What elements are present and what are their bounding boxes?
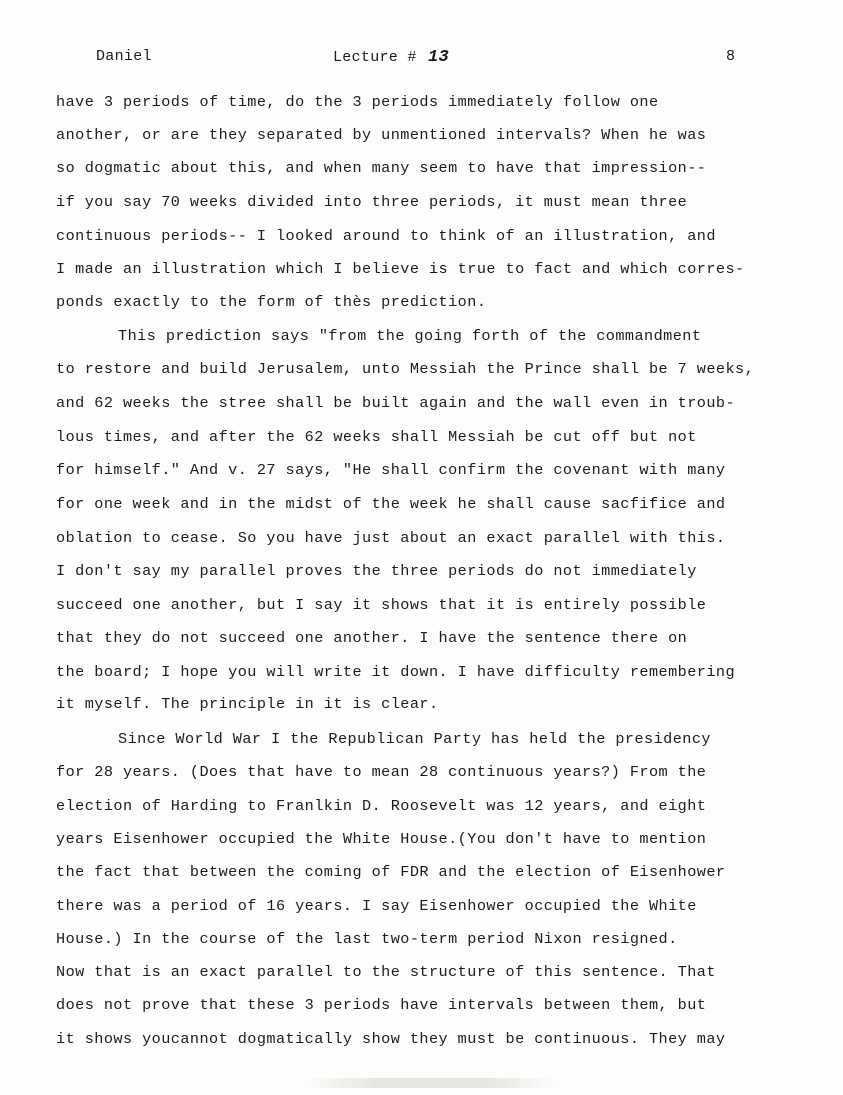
body-line: for 28 years. (Does that have to mean 28 continuous years?) From the (56, 763, 707, 781)
body-line: I made an illustration which I believe is true to fact and which corres- (56, 260, 745, 278)
body-line: that they do not succeed one another. I have the sentence there on (56, 629, 688, 647)
body-line: for one week and in the midst of the week he shall cause sacfifice and (56, 495, 726, 513)
body-line: another, or are they separated by unmentioned intervals? When he was (56, 126, 707, 144)
body-line: years Eisenhower occupied the White House.(You don't have to mention (56, 830, 707, 848)
body-line: for himself." And v. 27 says, "He shall confirm the covenant with many (56, 461, 726, 479)
body-line: to restore and build Jerusalem, unto Messiah the Prince shall be 7 weeks, (56, 360, 755, 378)
page-number: 8 (726, 48, 736, 65)
running-header-title: Daniel (96, 48, 152, 65)
body-line: have 3 periods of time, do the 3 periods immediately follow one (56, 93, 659, 111)
body-line: oblation to cease. So you have just about an exact parallel with this. (56, 529, 726, 547)
body-line: does not prove that these 3 periods have intervals between them, but (56, 996, 707, 1014)
body-line: there was a period of 16 years. I say Eisenhower occupied the White (56, 897, 697, 915)
body-line: lous times, and after the 62 weeks shall Messiah be cut off but not (56, 428, 697, 446)
body-line: ponds exactly to the form of thès prediction. (56, 293, 487, 311)
lecture-label: Lecture # (333, 49, 417, 66)
body-line: it myself. The principle in it is clear. (56, 695, 439, 713)
body-line: it shows youcannot dogmatically show they must be continuous. They may (56, 1030, 726, 1048)
lecture-number: 13 (428, 48, 450, 67)
body-line: the board; I hope you will write it down. I have difficulty remembering (56, 663, 736, 681)
body-line: Since World War I the Republican Party has held the presidency (118, 730, 711, 748)
body-line: House.) In the course of the last two-term period Nixon resigned. (56, 930, 678, 948)
body-line: if you say 70 weeks divided into three periods, it must mean three (56, 193, 688, 211)
body-line: and 62 weeks the stree shall be built again and the wall even in troub- (56, 394, 736, 412)
body-line: election of Harding to Franlkin D. Roosevelt was 12 years, and eight (56, 797, 707, 815)
body-line: continuous periods-- I looked around to think of an illustration, and (56, 227, 716, 245)
lecture-heading (333, 48, 449, 67)
body-line: the fact that between the coming of FDR and the election of Eisenhower (56, 863, 726, 881)
body-line: Now that is an exact parallel to the structure of this sentence. That (56, 963, 716, 981)
scan-smudge (300, 1078, 560, 1088)
body-line: I don't say my parallel proves the three periods do not immediately (56, 562, 697, 580)
body-line: This prediction says "from the going forth of the commandment (118, 327, 702, 345)
body-line: so dogmatic about this, and when many seem to have that impression-- (56, 159, 707, 177)
body-line: succeed one another, but I say it shows that it is entirely possible (56, 596, 707, 614)
